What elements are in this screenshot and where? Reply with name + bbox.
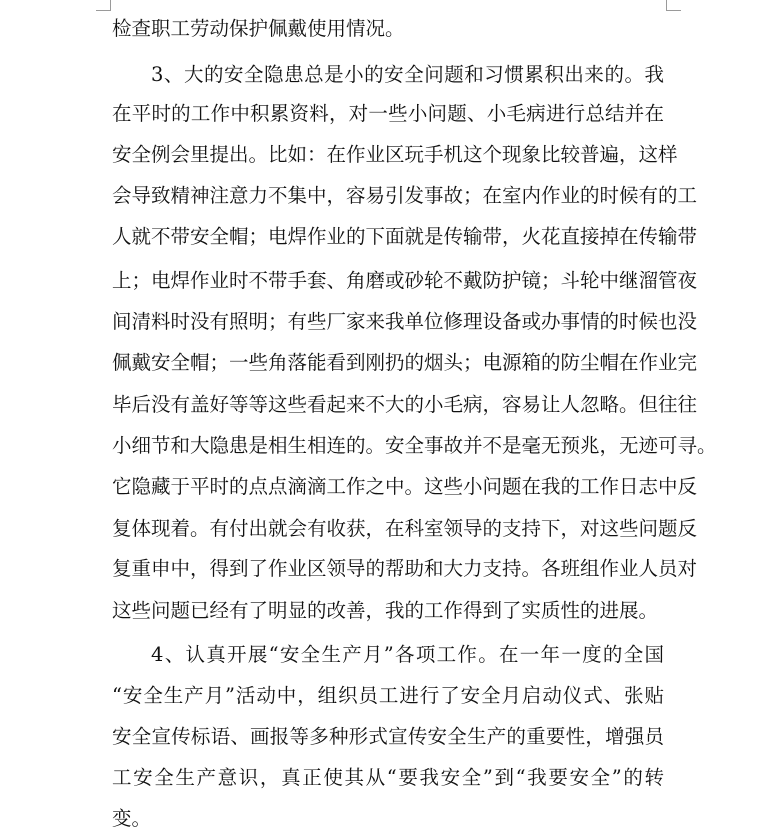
text-line-17: “安全生产月”活动中，组织员工进行了安全月启动仪式、张贴 bbox=[112, 684, 664, 707]
text-line-3: 在平时的工作中积累资料，对一些小问题、小毛病进行总结并在 bbox=[112, 102, 664, 125]
text-line-12: 它隐藏于平时的点点滴滴工作之中。这些小问题在我的工作日志中反 bbox=[112, 475, 698, 498]
text-line-14: 复重申中，得到了作业区领导的帮助和大力支持。各班组作业人员对 bbox=[112, 557, 698, 580]
text-line-20: 变。 bbox=[112, 807, 152, 830]
text-line-1: 检查职工劳动保护佩戴使用情况。 bbox=[112, 17, 405, 40]
text-line-19: 工安全生产意识，真正使其从“要我安全”到“我要安全”的转 bbox=[112, 766, 664, 789]
margin-corner-mark-left bbox=[96, 0, 111, 11]
text-line-13: 复体现着。有付出就会有收获，在科室领导的支持下，对这些问题反 bbox=[112, 517, 698, 540]
text-line-7: 上；电焊作业时不带手套、角磨或砂轮不戴防护镜；斗轮中继溜管夜 bbox=[112, 269, 698, 292]
margin-corner-mark-right bbox=[666, 0, 681, 11]
text-line-15: 这些问题已经有了明显的改善，我的工作得到了实质性的进展。 bbox=[112, 599, 659, 622]
text-line-2: 3、大的安全隐患总是小的安全问题和习惯累积出来的。我 bbox=[151, 63, 664, 86]
text-line-8: 间清料时没有照明；有些厂家来我单位修理设备或办事情的时候也没 bbox=[112, 310, 698, 333]
text-line-11: 小细节和大隐患是相生相连的。安全事故并不是毫无预兆，无迹可寻。 bbox=[112, 434, 717, 457]
text-line-5: 会导致精神注意力不集中，容易引发事故；在室内作业的时候有的工 bbox=[112, 184, 698, 207]
text-line-18: 安全宣传标语、画报等多种形式宣传安全生产的重要性，增强员 bbox=[112, 725, 664, 748]
text-line-10: 毕后没有盖好等等这些看起来不大的小毛病，容易让人忽略。但往往 bbox=[112, 393, 698, 416]
text-line-4: 安全例会里提出。比如：在作业区玩手机这个现象比较普遍，这样 bbox=[112, 143, 678, 166]
text-line-6: 人就不带安全帽；电焊作业的下面就是传输带，火花直接掉在传输带 bbox=[112, 225, 698, 248]
text-line-16: 4、认真开展“安全生产月”各项工作。在一年一度的全国 bbox=[151, 643, 664, 666]
text-line-9: 佩戴安全帽；一些角落能看到刚扔的烟头；电源箱的防尘帽在作业完 bbox=[112, 351, 698, 374]
